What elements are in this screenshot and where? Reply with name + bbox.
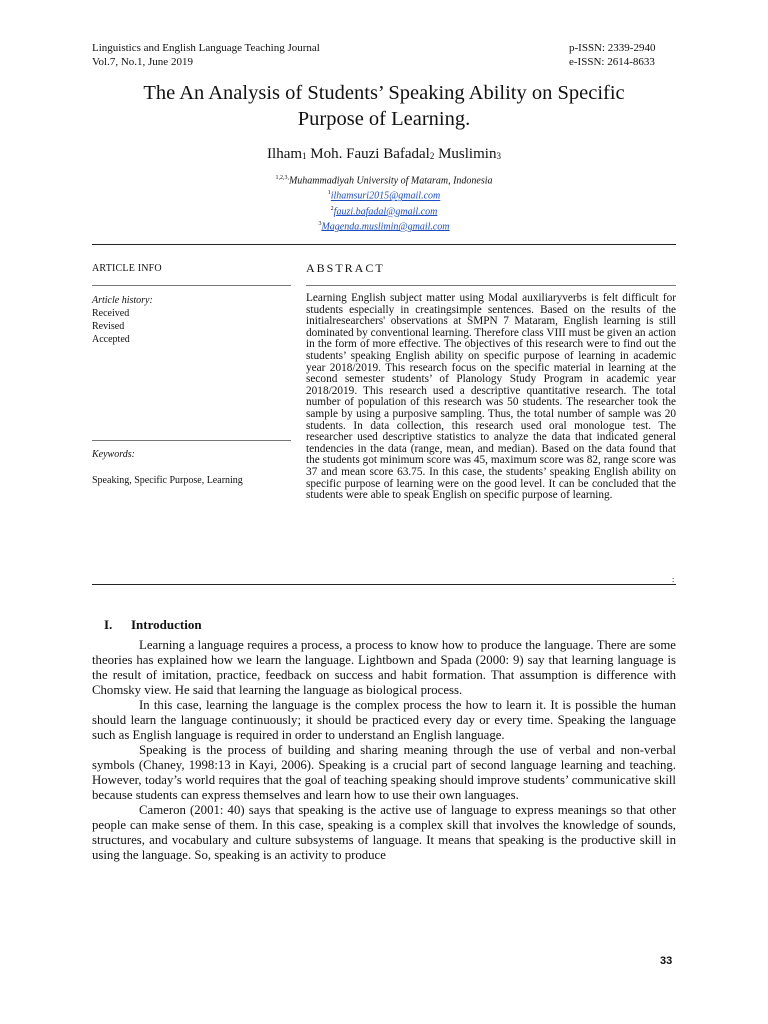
- author-3-index: 3: [496, 151, 501, 161]
- trailing-mark: :: [672, 575, 675, 584]
- paragraph: In this case, learning the language is the complex process the how to learn it. It is possible the human should learn the language continuously; it should be practiced every day or every time. Speaking the language such as English language is required in order to understand an English language.: [92, 698, 676, 742]
- email-3-index: 3: [318, 220, 322, 227]
- email-2-index: 2: [330, 205, 334, 212]
- section-heading: [104, 617, 202, 633]
- email-link-2[interactable]: fauzi.bafadal@gmail.com: [333, 205, 438, 217]
- issn-header: [569, 41, 655, 69]
- history-received: Received: [92, 308, 130, 319]
- article-history: [92, 294, 153, 346]
- journal-volume: Vol.7, No.1, June 2019: [92, 56, 193, 68]
- affiliation-index: 1,2,3,: [275, 175, 289, 181]
- paragraph: Cameron (2001: 40) says that speaking is the active use of language to express meanings so that other people can make sense of them. In this case, speaking is a complex skill that involves the knowledge of sounds, structures, and vocabulary and culture subsystems of language. It means that speaking is the productive skill in using the language. So, speaking is an activity to produce: [92, 803, 676, 862]
- email-1-index: 1: [327, 190, 331, 197]
- history-accepted: Accepted: [92, 334, 130, 345]
- journal-name: Linguistics and English Language Teaching Journal: [92, 42, 320, 54]
- affiliation-text: Muhammadiyah University of Mataram, Indonesia: [288, 175, 493, 187]
- e-issn: e-ISSN: 2614-8633: [569, 56, 655, 68]
- page-number: 33: [660, 955, 673, 967]
- keywords-divider: [92, 440, 291, 441]
- title-line-1: The An Analysis of Students’ Speaking Ability on Specific: [143, 82, 625, 104]
- author-1-index: 1: [302, 151, 307, 161]
- email-link-1[interactable]: ilhamsuri2015@gmail.com: [330, 190, 441, 202]
- article-history-label: Article history:: [92, 295, 153, 306]
- p-issn: p-ISSN: 2339-2940: [569, 42, 656, 54]
- author-2: Moh. Fauzi Bafadal: [306, 146, 430, 162]
- paragraph: Speaking is the process of building and sharing meaning through the use of verbal and non-verbal symbols (Chaney, 1998:13 in Kayi, 2006). Speaking is a crucial part of second language learning and teaching. However, today’s world requires that the goal of teaching speaking should improve students’ communicative skill because students can express themselves and learn how to use their own languages.: [92, 743, 676, 802]
- author-list: [92, 146, 676, 163]
- title-line-2: Purpose of Learning.: [297, 108, 471, 130]
- article-info-label: ARTICLE INFO: [92, 263, 162, 274]
- paper-title: [92, 80, 676, 132]
- author-2-index: 2: [429, 151, 435, 161]
- introduction-body: [92, 638, 676, 863]
- journal-header: [92, 41, 320, 69]
- article-info-divider: [92, 285, 291, 286]
- email-link-3[interactable]: Magenda.muslimin@gmail.com: [321, 221, 450, 233]
- section-title: Introduction: [131, 617, 202, 632]
- bottom-divider: [92, 584, 676, 585]
- paragraph: Learning a language requires a process, a process to know how to produce the language. There are some theories has explained how we learn the language. Lightbown and Spada (2000: 9) say that learning language is the result of imitation, practice, feedback on success and habit formation. That assumption is difference with Chomsky view. He said that learning the language as biological process.: [92, 638, 676, 697]
- history-revised: Revised: [92, 321, 125, 332]
- author-1: Ilham: [267, 146, 303, 162]
- keywords-label: Keywords:: [92, 449, 135, 460]
- abstract-label: ABSTRACT: [306, 261, 385, 275]
- top-divider: [92, 244, 676, 245]
- section-number: I.: [104, 617, 113, 632]
- author-3: Muslimin: [434, 146, 497, 162]
- affiliation-block: [92, 172, 676, 233]
- abstract-text: Learning English subject matter using Modal auxiliaryverbs is felt difficult for students especially in creatingsimple sentences. Based on the results of the initialresearchers' observations at SMPN 7 Mataram, English learning is still dominated by conventional learning. Therefore class VIII must be given an action in the form of more effective. The objectives of this research were to find out the students’ speaking English ability on specific purpose of learning in academic year 2018/2019. This research focus on the specific material in learning at the second semester students’ of Planology Study Program in academic year 2018/2019. This research used a descriptive quantitative research. The total number of population of this research was 50 students. The researcher took the sample by using a purposive sampling. Thus, the total number of sample was 20 students. In data collection, this research used oral monologue test. The researcher used descriptive statistics to analyze the data that indicated general tendencies in the data (range, mean, and median). Based on the data found that the students got minimum score was 45, maximum score was 82, range score was 37 and mean score 63.75. In this case, the students’ speaking English ability on specific purpose of learning were on the good level. It can be concluded that the students were able to speak English on specific purpose of learning.: [306, 292, 676, 502]
- abstract-divider: [306, 285, 676, 286]
- keywords-text: Speaking, Specific Purpose, Learning: [92, 475, 243, 486]
